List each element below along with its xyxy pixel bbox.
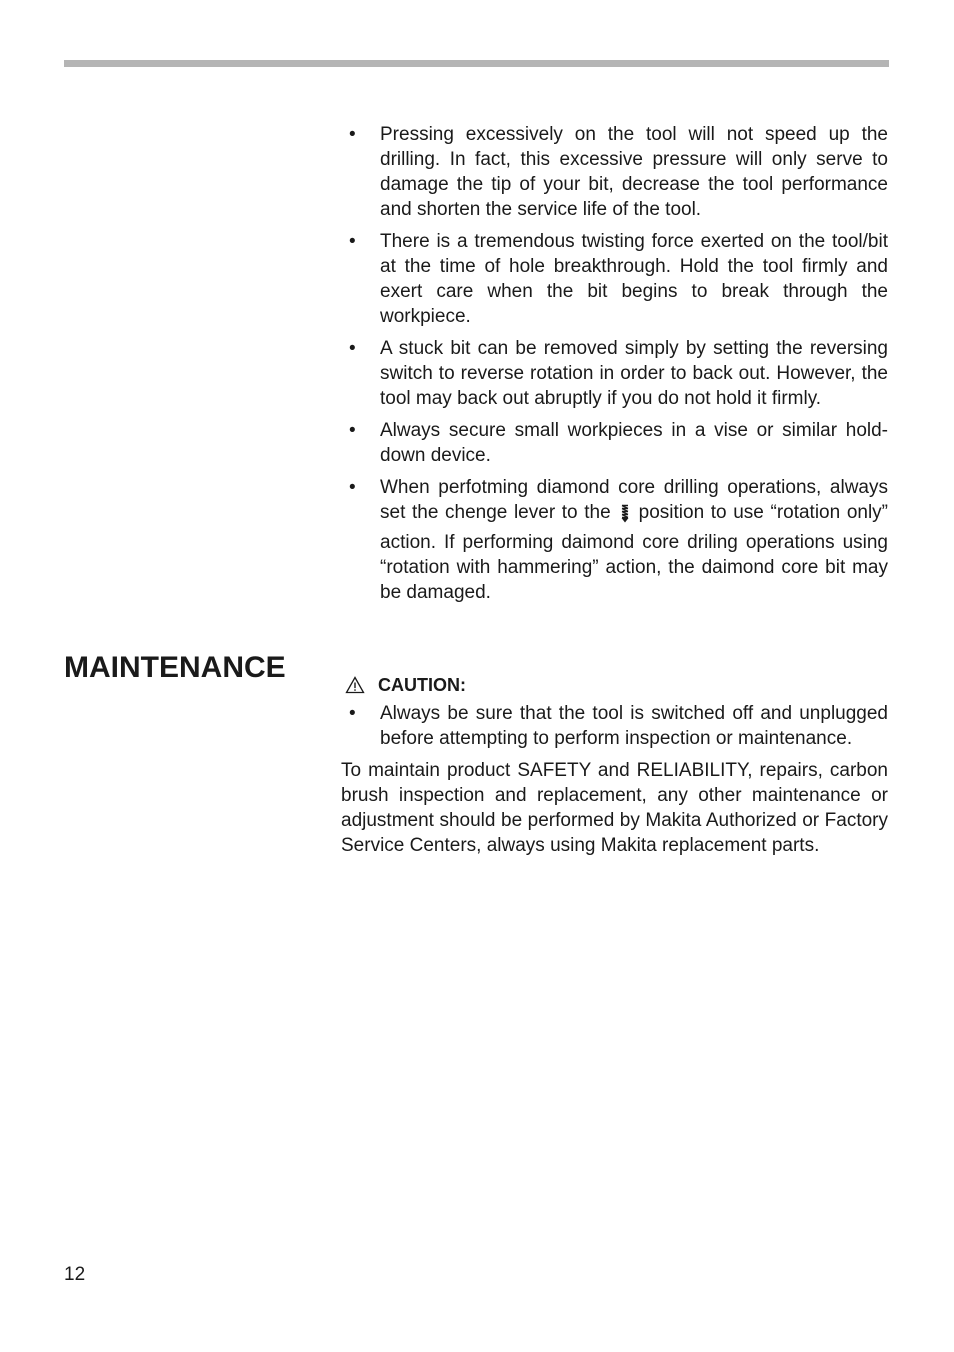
list-item-text: Pressing excessively on the tool will not speed up the drilling. In fact, this excessive pressure will only serve to damage the tip of your bit, decrease the tool performance and shorten the service life of the tool.	[380, 124, 888, 220]
bullet-dot: •	[349, 477, 356, 498]
list-item-text: Always secure small workpieces in a vise or similar hold-down device.	[380, 420, 888, 466]
header-rule	[64, 60, 889, 67]
caution-label: CAUTION:	[378, 675, 466, 695]
list-item	[341, 418, 888, 468]
bullet-dot: •	[349, 231, 356, 252]
caution-heading	[341, 673, 888, 697]
list-item	[341, 701, 888, 751]
drill-rotation-icon	[619, 504, 631, 530]
bullet-dot: •	[349, 420, 356, 441]
bullet-dot: •	[349, 124, 356, 145]
list-item	[341, 229, 888, 329]
maintenance-paragraph: To maintain product SAFETY and RELIABILITY, repairs, carbon brush inspection and replacement, any other maintenance or adjustment should be performed by Makita Authorized or Factory Service Centers, always using Makita replacement parts.	[341, 760, 888, 856]
caution-list	[341, 701, 888, 751]
warning-triangle-icon	[345, 676, 365, 694]
list-item	[341, 122, 888, 222]
section-title: MAINTENANCE	[64, 651, 286, 684]
list-item	[341, 475, 888, 605]
list-item-text-before-icon: When perfotming diamond core drilling operations, always set the chenge lever to the	[380, 477, 888, 523]
precautions-section	[341, 122, 888, 612]
list-item-text-after-icon: position to use “rotation only” action. If performing daimond core driling operations using “rotation with hammering” action, the daimond core bit may be damaged.	[380, 502, 888, 603]
page-number: 12	[64, 1264, 86, 1285]
list-item-text: There is a tremendous twisting force exerted on the tool/bit at the time of hole breakthrough. Hold the tool firmly and exert care when the bit begins to break through the workpiece.	[380, 231, 888, 327]
bullet-dot: •	[349, 338, 356, 359]
list-item-text: Always be sure that the tool is switched off and unplugged before attempting to perform inspection or maintenance.	[380, 703, 888, 749]
list-item-text: A stuck bit can be removed simply by setting the reversing switch to reverse rotation in order to back out. However, the tool may back out abruptly if you do not hold it firmly.	[380, 338, 888, 409]
precautions-list	[341, 122, 888, 605]
maintenance-section	[341, 673, 888, 858]
list-item	[341, 336, 888, 411]
bullet-dot: •	[349, 703, 356, 724]
